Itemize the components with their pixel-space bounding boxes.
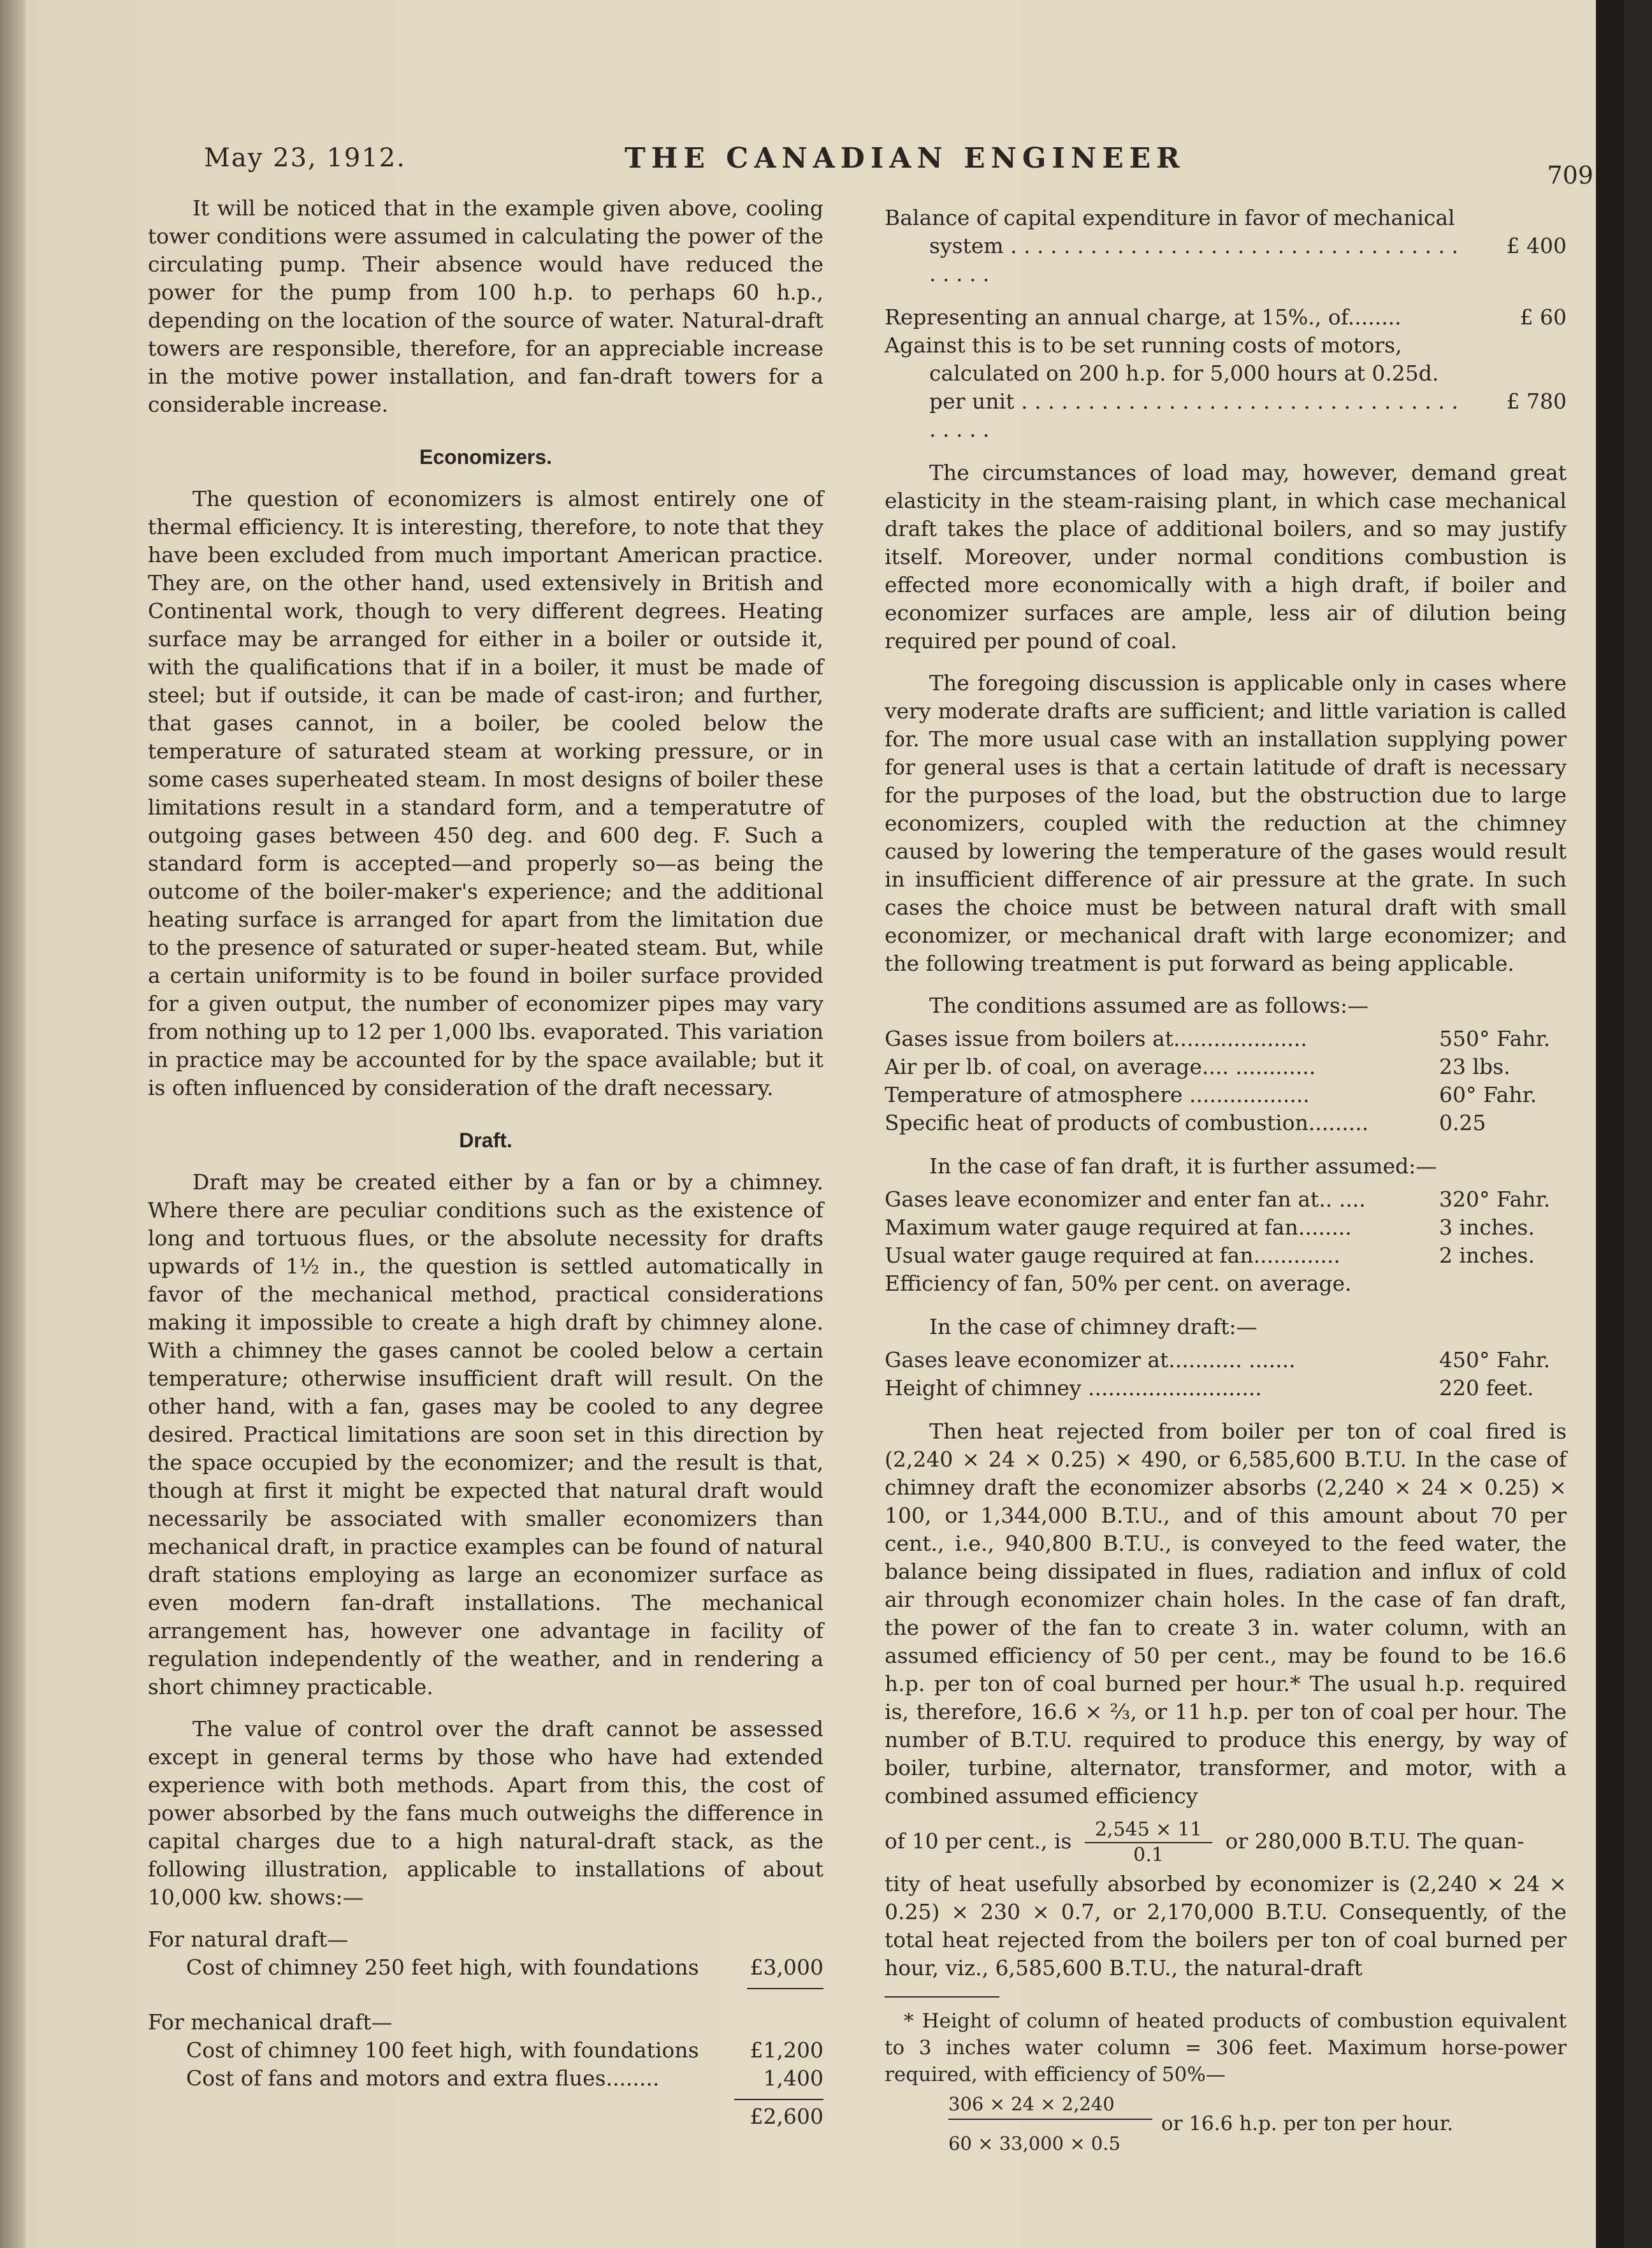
footnote: [885, 2008, 1567, 2156]
condition-row: [885, 1025, 1567, 1053]
cost-total-value: £2,600: [734, 2099, 823, 2131]
paragraph-heat-absorbed: tity of heat usefully absorbed by economizer is (2,240 × 24 × 0.25) × 230 × 0.7, or 2,170,000 B.T.U. Consequently, of the total heat rejected from the boilers per ton of coal burned per hour, viz., 6,585,600 B.T.U., the natural-draft: [885, 1871, 1567, 1980]
condition-value: 0.25: [1439, 1110, 1486, 1135]
condition-label: Gases leave economizer and enter fan at.. ....: [885, 1187, 1366, 1212]
paragraph-draft: Draft may be created either by a fan or by a chimney. Where there are peculiar conditions such as the existence of long and tortuous flues, or the absolute necessity for drafts upwards of 1½ in., the question is settled automatically in favor of the mechanical method, practical considerations making it impossible to create a high draft by chimney alone. With a chimney the gases cannot be cooled below a certain temperature; otherwise insufficient draft will result. On the other hand, with a fan, gases may be cooled to any degree desired. Practical limitations are soon set in this direction by the space occupied by the economizer; and the result is that, though at first it might be expected that natural draft would necessarily be associated with smaller economizers than mechanical draft, in practice examples can be found of natural draft stations employing as large an economizer surface as even modern fan-draft installations. The mechanical arrangement has, however one advantage in facility of regulation independently of the weather, and in rendering a short chimney practicable.: [148, 1170, 823, 1699]
cost-value: 1,400: [763, 2066, 823, 2091]
fraction-bar: [948, 2119, 1152, 2120]
paragraph-heat-rejected: Then heat rejected from boiler per ton of coal fired is (2,240 × 24 × 0.25) × 490, or 6,585,600 B.T.U. In the case of chimney draft the economizer absorbs (2,240 × 24 × 0.25) × 100, or 1,344,000 B.T.U., and of this amount about 70 per cent., i.e., 940,800 B.T.U., is conveyed to the feed water, the balance being dissipated in flues, radiation and influx of cold air through economizer chain holes. In the case of fan draft, the power of the fan to create 3 in. water column, with an assumed efficiency of 50 per cent., may be found to be 16.6 h.p. per ton of coal burned per hour.* The usual h.p. required is, therefore, 16.6 × ⅔, or 11 h.p. per ton of coal per hour. The number of B.T.U. required to produce this energy, by way of boiler, turbine, alternator, transformer, and motor, with a combined assumed efficiency: [885, 1419, 1567, 1808]
condition-row: [885, 1081, 1567, 1109]
right-column: [885, 204, 1567, 2156]
ledger-row: [885, 388, 1567, 444]
equation-suffix: or 280,000 B.T.U. The quan-: [1225, 1829, 1525, 1853]
fraction-numerator: 2,545 × 11: [1094, 1818, 1203, 1841]
btu-equation: [885, 1818, 1567, 1867]
paragraph-control: The value of control over the draft cannot be assessed except in general terms by those who have had extended experience with both methods. Apart from this, the cost of power absorbed by the fans much outweighs the difference in capital charges due to a high natural-draft stack, as the following illustration, applicable to installations of about 10,000 kw. shows:—: [148, 1716, 823, 1910]
binding-gutter: [0, 0, 25, 2248]
footnote-text: * Height of column of heated products of combustion equivalent to 3 inches water column = 306 feet. Maximum horse-power required, with efficiency of 50%—: [885, 2010, 1567, 2086]
cost-comparison: [148, 1925, 823, 2131]
fraction-denominator: 60 × 33,000 × 0.5: [948, 2133, 1120, 2154]
condition-label: Gases issue from boilers at....................: [885, 1026, 1307, 1051]
condition-row: [885, 1242, 1567, 1270]
ledger-value: £ 400: [1506, 233, 1567, 258]
left-column: [148, 194, 823, 2137]
cost-item: Cost of chimney 100 feet high, with foundations: [186, 2038, 699, 2063]
paragraph-economizers: The question of economizers is almost entirely one of thermal efficiency. It is interesting, therefore, to note that they have been excluded from much important American practice. They are, on the other hand, used extensively in British and Continental work, though to very different degrees. Heating surface may be arranged for either in a boiler or outside it, with the qualifications that if in a boiler, it must be made of steel; but if outside, it can be made of cast-iron; and further, that gases cannot, in a boiler, be cooled below the temperature of saturated steam at working pressure, or in some cases superheated steam. In most designs of boiler these limitations result in a standard form, and a temperatutre of outgoing gases between 450 deg. and 600 deg. F. Such a standard form is accepted—and properly so—as being the outcome of the boiler-maker's experience; and the additional heating surface is arranged for apart from the limitation due to the presence of saturated or super-heated steam. But, while a certain uniformity is to be found in boiler surface provided for a given output, the number of economizer pipes may vary from nothing up to 12 per 1,000 lbs. evaporated. This variation in practice may be accounted for by the space available; but it is often influenced by consideration of the draft necessary.: [148, 486, 823, 1100]
fan-draft-intro: In the case of fan draft, it is further assumed:—: [929, 1154, 1437, 1178]
condition-label: Height of chimney ..........................: [885, 1375, 1262, 1400]
condition-label: Air per lb. of coal, on average.... ............: [885, 1054, 1316, 1079]
conditions-intro: The conditions assumed are as follows:—: [929, 993, 1369, 1018]
heading-economizers: Economizers.: [419, 446, 553, 468]
ledger-label: Balance of capital expenditure in favor of mechanical: [885, 205, 1455, 230]
running-cost-ledger: [885, 303, 1567, 444]
ledger-row: [885, 232, 1567, 288]
journal-title: THE CANADIAN ENGINEER: [625, 142, 1185, 175]
running-header: [204, 137, 1593, 194]
condition-value: 3 inches.: [1439, 1215, 1535, 1240]
page-number: 709: [1547, 161, 1593, 189]
paragraph-foregoing: The foregoing discussion is applicable only in cases where very moderate drafts are sufficient; and little variation is called for. The more usual case with an installation supplying power for general uses is that a certain latitude of draft is necessary for the purposes of the load, but the obstruction due to large economizers, coupled with the reduction at the chimney caused by lowering the temperature of the gases would result in insufficient difference of air pressure at the grate. In such cases the choice must be between natural draft with small economizer, or mechanical draft with large economizer; and the following treatment is put forward as being applicable.: [885, 671, 1567, 976]
cost-total: [148, 2092, 823, 2131]
ledger-label: system . . . . . . . . . . . . . . . . . . . . . . . . . . . . . . . . . . . . . . .: [929, 233, 1458, 286]
condition-value: 23 lbs.: [1439, 1054, 1511, 1079]
condition-row: [885, 1109, 1567, 1137]
footnote-fraction: [948, 2092, 1567, 2156]
cost-row: [148, 1954, 823, 1982]
conditions-list: [885, 1025, 1567, 1137]
heading-draft: Draft.: [459, 1129, 512, 1152]
ledger-value: £ 780: [1506, 389, 1567, 414]
fraction-result: or 16.6 h.p. per ton per hour.: [1161, 2112, 1454, 2135]
ledger-label: Against this is to be set running costs of motors,: [885, 333, 1402, 358]
mechanical-draft-heading: For mechanical draft—: [148, 2010, 393, 2034]
condition-row: [885, 1346, 1567, 1374]
condition-value: 320° Fahr.: [1439, 1187, 1551, 1212]
fraction: [1085, 1818, 1212, 1867]
cost-value: £3,000: [750, 1955, 823, 1980]
ledger-label: calculated on 200 h.p. for 5,000 hours at 0.25d.: [929, 361, 1439, 386]
chimney-draft-list: [885, 1346, 1567, 1402]
cost-row: [148, 2064, 823, 2092]
ledger-label: per unit . . . . . . . . . . . . . . . . . . . . . . . . . . . . . . . . . . . . . .: [929, 389, 1458, 442]
condition-row: [885, 1186, 1567, 1214]
condition-row: [885, 1270, 1567, 1298]
condition-row: [885, 1214, 1567, 1242]
condition-value: 450° Fahr.: [1439, 1347, 1551, 1372]
ledger-label: Representing an annual charge, at 15%., of........: [885, 305, 1402, 330]
condition-label: Gases leave economizer at........... .......: [885, 1347, 1296, 1372]
fraction-denominator: 0.1: [1133, 1844, 1164, 1866]
cost-value: £1,200: [750, 2038, 823, 2063]
fraction-numerator: 306 × 24 × 2,240: [948, 2093, 1115, 2115]
condition-value: 550° Fahr.: [1439, 1026, 1551, 1051]
condition-value: 2 inches.: [1439, 1243, 1535, 1268]
page-edge: [1596, 0, 1624, 2248]
condition-label: Specific heat of products of combustion.........: [885, 1110, 1369, 1135]
balance-ledger: [885, 204, 1567, 288]
cost-item: Cost of fans and motors and extra flues........: [186, 2066, 660, 2091]
footnote-rule: [885, 1996, 999, 1998]
condition-row: [885, 1374, 1567, 1402]
paragraph-cooling-towers: It will be noticed that in the example given above, cooling tower conditions were assumed in calculating the power of the circulating pump. Their absence would have reduced the power for the pump from 100 h.p. to perhaps 60 h.p., depending on the location of the source of water. Natural-draft towers are responsible, therefore, for an appreciable increase in the motive power installation, and fan-draft towers for a considerable increase.: [148, 196, 823, 417]
condition-label: Usual water gauge required at fan.............: [885, 1243, 1340, 1268]
cost-row: [148, 2036, 823, 2064]
condition-label: Maximum water gauge required at fan........: [885, 1215, 1352, 1240]
subtotal-rule: [148, 1982, 823, 2008]
equation-prefix: of 10 per cent., is: [885, 1829, 1072, 1853]
ledger-value: £ 60: [1519, 305, 1567, 330]
condition-label: Temperature of atmosphere ..................: [885, 1082, 1310, 1107]
fan-draft-list: [885, 1186, 1567, 1298]
natural-draft-heading: For natural draft—: [148, 1927, 349, 1952]
condition-label: Efficiency of fan, 50% per cent. on average.: [885, 1271, 1352, 1296]
chimney-draft-intro: In the case of chimney draft:—: [929, 1314, 1257, 1339]
ledger-row: [885, 303, 1567, 331]
condition-row: [885, 1053, 1567, 1081]
condition-value: 60° Fahr.: [1439, 1082, 1537, 1107]
condition-value: [1414, 1270, 1567, 1298]
issue-date: May 23, 1912.: [204, 143, 406, 173]
condition-value: 220 feet.: [1439, 1375, 1534, 1400]
paragraph-circumstances: The circumstances of load may, however, demand great elasticity in the steam-raising plant, in which case mechanical draft takes the place of additional boilers, and so may justify itself. Moreover, under normal conditions combustion is effected more economically with a high draft, if boiler and economizer surfaces are ample, less air of dilution being required per pound of coal.: [885, 460, 1567, 653]
cost-item: Cost of chimney 250 feet high, with foundations: [186, 1955, 699, 1980]
